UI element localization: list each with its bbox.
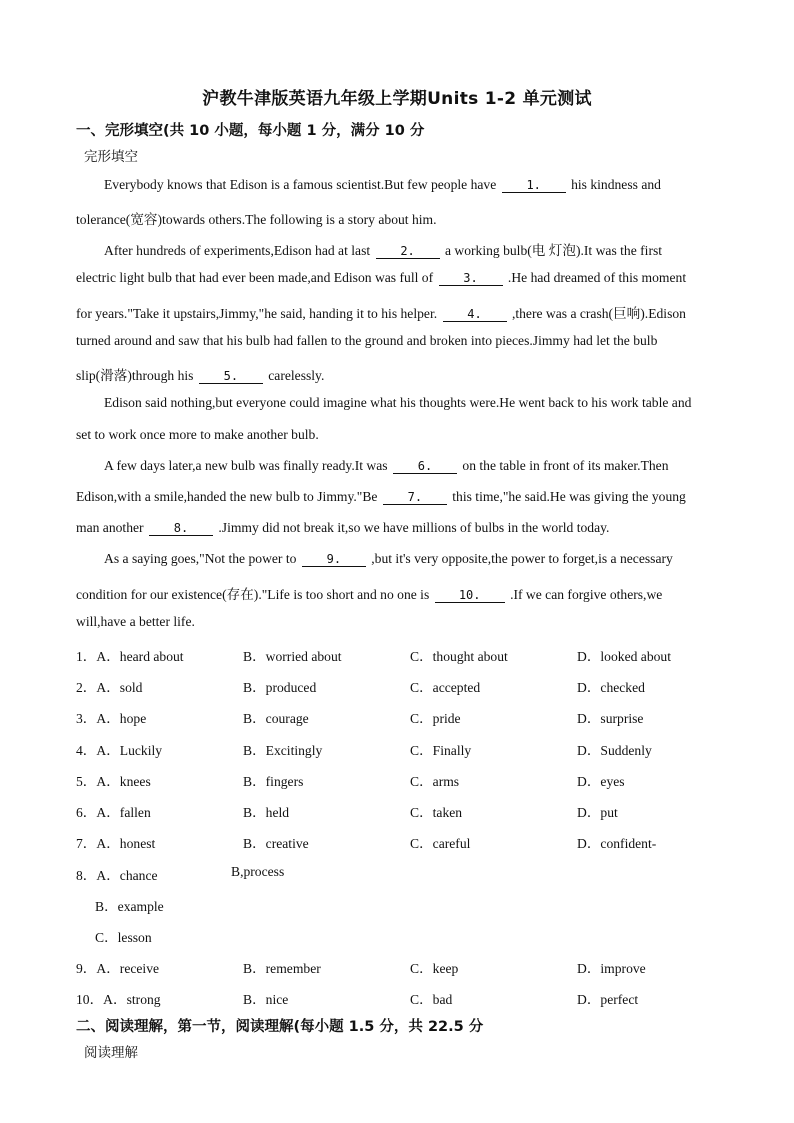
question-3-option-d: D．surprise	[577, 711, 644, 726]
passage-text: condition for our existence(存在)."Life is too short and no one is	[76, 587, 430, 602]
question-1-option-d: D．looked about	[577, 649, 672, 664]
passage-text: a working bulb(电 灯泡).It was the first	[444, 243, 663, 258]
passage-line	[76, 583, 740, 603]
passage-line	[76, 614, 740, 630]
passage-text: for years."Take it upstairs,Jimmy,"he said, handing it to his helper.	[76, 306, 438, 321]
passage-text: his kindness and	[571, 177, 661, 192]
passage-text: ,there was a crash(巨响).Edison	[511, 306, 686, 321]
passage-text: turned around and saw that his bulb had fallen to the ground and broken into pieces.Jimmy had let the bulb	[76, 333, 658, 348]
passage-text: Edison said nothing,but everyone could imagine what his thoughts were.He went back to his work table and	[104, 395, 692, 410]
question-1-option-a: 1．A．heard about	[76, 649, 184, 664]
question-5-option-d: D．eyes	[577, 774, 625, 789]
page-title: 沪教牛津版英语九年级上学期Units 1-2 单元测试	[202, 89, 592, 109]
passage-line	[104, 458, 740, 474]
question-10-option-d: D．perfect	[577, 992, 639, 1007]
passage-text: ,but it's very opposite,the power to forget,is a necessary	[371, 551, 673, 566]
passage-line	[76, 427, 740, 443]
passage-line	[76, 333, 740, 349]
question-4-option-c: C．Finally	[410, 743, 472, 758]
passage-text: .If we can forgive others,we	[510, 587, 663, 602]
question-10-option-a: 10．A．strong	[76, 992, 161, 1007]
passage-text: Everybody knows that Edison is a famous scientist.But few people have	[104, 177, 497, 192]
question-6-option-d: D．put	[577, 805, 618, 820]
question-8-option-a: 8．A．chance	[76, 868, 158, 883]
passage-text: on the table in front of its maker.Then	[462, 458, 669, 473]
passage-text: tolerance(宽容)towards others.The following is a story about him.	[76, 212, 437, 227]
passage-text: carelessly.	[268, 368, 325, 383]
question-2-option-c: C．accepted	[410, 680, 481, 695]
passage-text: .He had dreamed of this moment	[507, 270, 687, 285]
passage-text: will,have a better life.	[76, 614, 195, 629]
question-10-option-b: B．nice	[243, 992, 289, 1007]
passage-text: As a saying goes,"Not the power to	[104, 551, 297, 566]
section-2-subheading: 阅读理解	[84, 1045, 138, 1061]
passage-line	[104, 239, 740, 259]
blank-5: 5.	[199, 369, 263, 384]
question-5-option-a: 5．A．knees	[76, 774, 151, 789]
passage-text: After hundreds of experiments,Edison had at last	[104, 243, 371, 258]
question-3-option-c: C．pride	[410, 711, 461, 726]
passage-text: A few days later,a new bulb was finally ready.It was	[104, 458, 388, 473]
blank-8: 8.	[149, 521, 213, 536]
question-10-option-c: C．bad	[410, 992, 453, 1007]
passage-text: Edison,with a smile,handed the new bulb to Jimmy."Be	[76, 489, 378, 504]
passage-line	[76, 208, 740, 228]
blank-7: 7.	[383, 490, 447, 505]
blank-4: 4.	[443, 307, 507, 322]
question-7-option-a: 7．A．honest	[76, 836, 156, 851]
passage-line	[76, 520, 740, 536]
blank-6: 6.	[393, 459, 457, 474]
question-6-option-a: 6．A．fallen	[76, 805, 151, 820]
question-2-option-d: D．checked	[577, 680, 645, 695]
question-8-option-d: C．lesson	[95, 930, 152, 945]
question-3-option-a: 3．A．hope	[76, 711, 147, 726]
question-4-option-b: B．Excitingly	[243, 743, 323, 758]
blank-2: 2.	[376, 244, 440, 259]
passage-text: electric light bulb that had ever been made,and Edison was full of	[76, 270, 434, 285]
passage-line	[76, 364, 740, 384]
question-8-option-b: B,process	[231, 864, 285, 879]
section-1-subheading: 完形填空	[84, 149, 138, 165]
passage-line	[76, 302, 740, 322]
question-2-option-a: 2．A．sold	[76, 680, 143, 695]
question-9-option-d: D．improve	[577, 961, 646, 976]
passage-line	[76, 489, 740, 505]
question-5-option-c: C．arms	[410, 774, 460, 789]
passage-text: slip(滑落)through his	[76, 368, 194, 383]
blank-3: 3.	[439, 271, 503, 286]
question-5-option-b: B．fingers	[243, 774, 304, 789]
blank-10: 10.	[435, 588, 505, 603]
passage-text: set to work once more to make another bulb.	[76, 427, 319, 442]
section-1-heading: 一、完形填空(共 10 小题，每小题 1 分，满分 10 分	[76, 123, 425, 139]
question-6-option-b: B．held	[243, 805, 290, 820]
passage-text: man another	[76, 520, 144, 535]
passage-text: .Jimmy did not break it,so we have millions of bulbs in the world today.	[218, 520, 610, 535]
question-4-option-a: 4．A．Luckily	[76, 743, 163, 758]
question-9-option-a: 9．A．receive	[76, 961, 160, 976]
question-1-option-c: C．thought about	[410, 649, 508, 664]
blank-1: 1.	[502, 178, 566, 193]
passage-line	[76, 270, 740, 286]
question-3-option-b: B．courage	[243, 711, 309, 726]
question-7-option-d: D．confident-	[577, 836, 657, 851]
passage-text: this time,"he said.He was giving the young	[452, 489, 686, 504]
question-8-option-c: B．example	[95, 899, 164, 914]
question-4-option-d: D．Suddenly	[577, 743, 652, 758]
question-6-option-c: C．taken	[410, 805, 463, 820]
passage-line	[104, 177, 740, 193]
question-2-option-b: B．produced	[243, 680, 317, 695]
question-7-option-c: C．careful	[410, 836, 471, 851]
question-7-option-b: B．creative	[243, 836, 309, 851]
question-1-option-b: B．worried about	[243, 649, 342, 664]
question-9-option-c: C．keep	[410, 961, 459, 976]
blank-9: 9.	[302, 552, 366, 567]
passage-line	[104, 395, 740, 411]
question-9-option-b: B．remember	[243, 961, 321, 976]
passage-line	[104, 551, 740, 567]
section-2-heading: 二、阅读理解，第一节，阅读理解(每小题 1.5 分，共 22.5 分	[76, 1019, 484, 1035]
